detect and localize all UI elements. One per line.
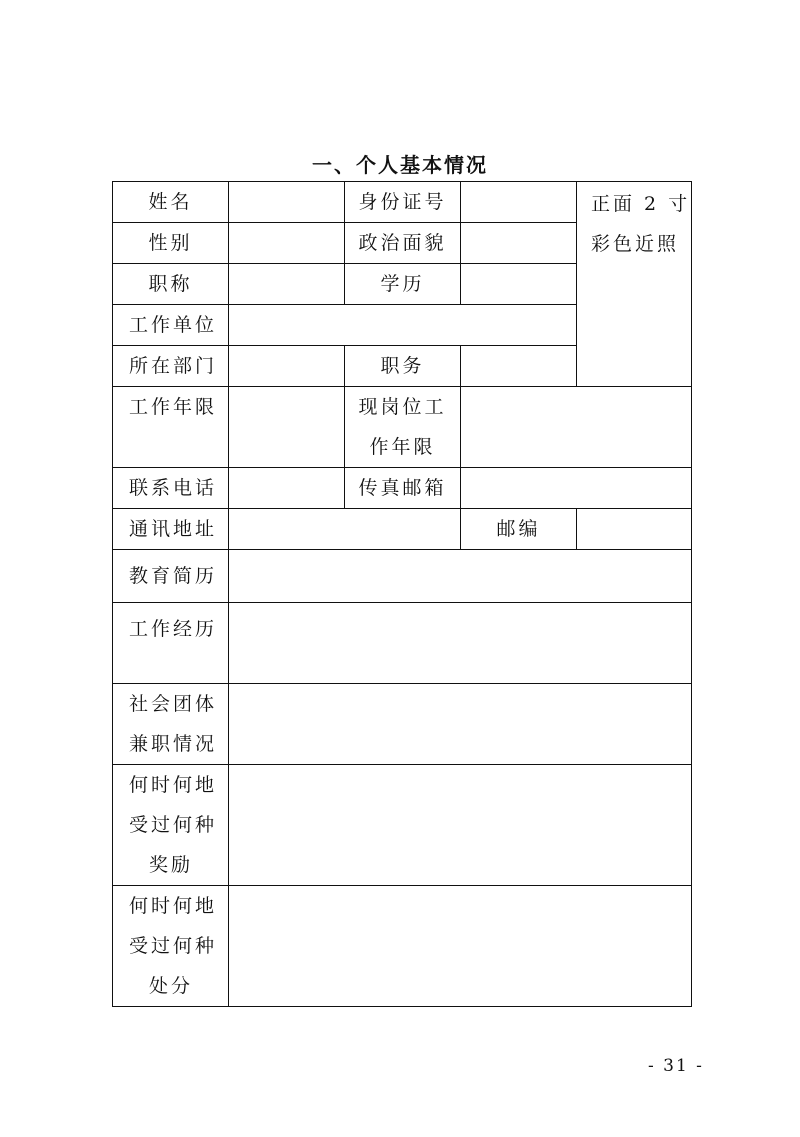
- label-social-positions: [113, 684, 229, 765]
- label-current-post-years-line2: 作年限: [369, 436, 436, 458]
- label-social-line1: 社会团体: [129, 693, 218, 715]
- field-id-number[interactable]: [461, 182, 577, 223]
- label-gender: 性别: [113, 223, 229, 264]
- label-title: 职称: [113, 264, 229, 305]
- label-awards-line3: 奖励: [149, 854, 194, 876]
- label-social-line2: 兼职情况: [129, 733, 218, 755]
- label-phone: 联系电话: [113, 468, 229, 509]
- label-work-unit: 工作单位: [113, 305, 229, 346]
- field-current-post-years[interactable]: [461, 387, 692, 468]
- field-address[interactable]: [229, 509, 461, 550]
- field-work-unit[interactable]: [229, 305, 577, 346]
- field-education[interactable]: [461, 264, 577, 305]
- field-department[interactable]: [229, 346, 345, 387]
- label-punish-line1: 何时何地: [129, 895, 218, 917]
- label-address: 通讯地址: [113, 509, 229, 550]
- label-awards-line1: 何时何地: [129, 774, 218, 796]
- label-current-post-years-line1: 现岗位工: [358, 396, 447, 418]
- photo-note-line1: 正面 2 寸: [591, 193, 691, 215]
- field-social-positions[interactable]: [229, 684, 692, 765]
- photo-note-line2: 彩色近照: [591, 233, 680, 255]
- personal-info-form: [112, 181, 692, 1007]
- label-punish-line3: 处分: [149, 975, 194, 997]
- photo-area[interactable]: [577, 182, 692, 387]
- label-political-status: 政治面貌: [345, 223, 461, 264]
- label-name: 姓名: [113, 182, 229, 223]
- label-awards: [113, 765, 229, 886]
- field-punishments[interactable]: [229, 886, 692, 1007]
- label-punishments: [113, 886, 229, 1007]
- label-department: 所在部门: [113, 346, 229, 387]
- field-work-years[interactable]: [229, 387, 345, 468]
- label-fax-email: 传真邮箱: [345, 468, 461, 509]
- field-education-history[interactable]: [229, 550, 692, 603]
- field-postcode[interactable]: [577, 509, 692, 550]
- field-awards[interactable]: [229, 765, 692, 886]
- label-current-post-years: [345, 387, 461, 468]
- label-awards-line2: 受过何种: [129, 814, 218, 836]
- field-title[interactable]: [229, 264, 345, 305]
- label-punish-line2: 受过何种: [129, 935, 218, 957]
- field-position[interactable]: [461, 346, 577, 387]
- field-gender[interactable]: [229, 223, 345, 264]
- label-work-years: 工作年限: [113, 387, 229, 468]
- label-position: 职务: [345, 346, 461, 387]
- field-work-history[interactable]: [229, 603, 692, 684]
- label-education-history: 教育简历: [113, 550, 229, 603]
- field-phone[interactable]: [229, 468, 345, 509]
- field-political-status[interactable]: [461, 223, 577, 264]
- section-title: 一、个人基本情况: [312, 153, 488, 177]
- label-education: 学历: [345, 264, 461, 305]
- label-id-number: 身份证号: [345, 182, 461, 223]
- field-fax-email[interactable]: [461, 468, 692, 509]
- page-number: - 31 -: [648, 1056, 704, 1076]
- label-work-history: 工作经历: [113, 603, 229, 684]
- label-postcode: 邮编: [461, 509, 577, 550]
- field-name[interactable]: [229, 182, 345, 223]
